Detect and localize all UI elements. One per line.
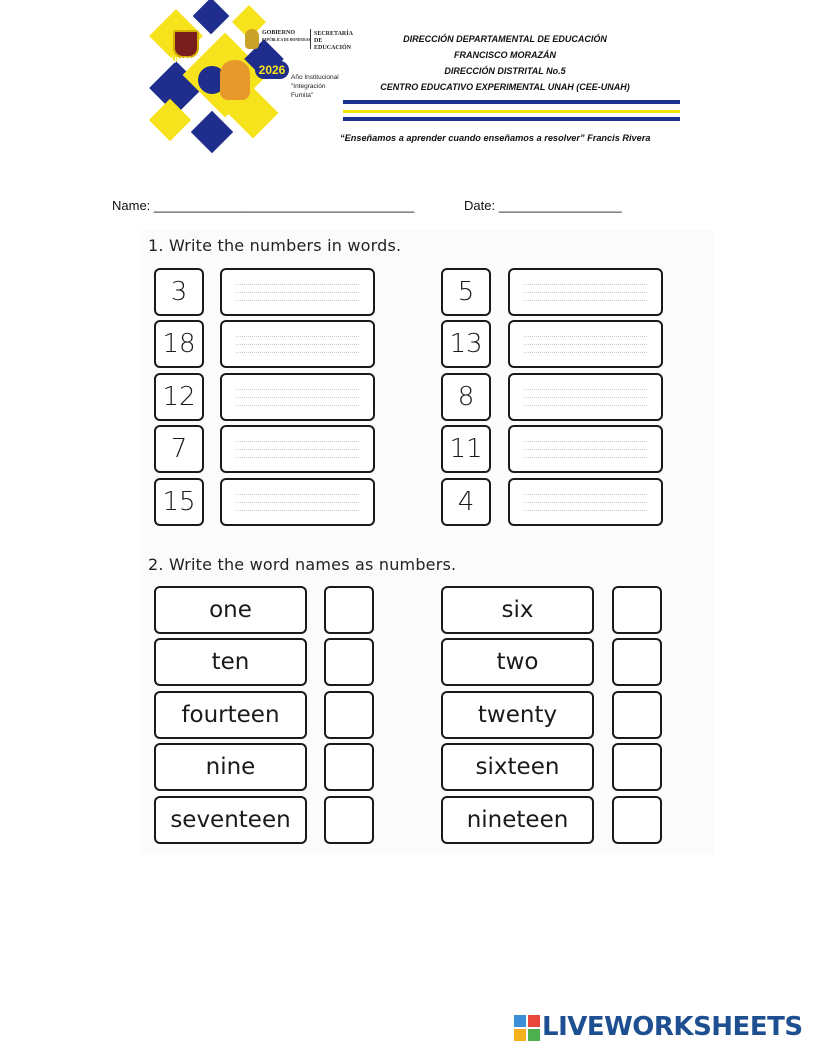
year-caption-line2: "Integración Fumita" — [291, 83, 326, 99]
answer-number-input[interactable] — [612, 743, 662, 791]
year-badge: 2026 — [255, 61, 289, 79]
answer-number-input[interactable] — [324, 796, 374, 844]
unah-shield-icon — [173, 30, 199, 58]
answer-number-input[interactable] — [324, 691, 374, 739]
mascot-icon — [220, 60, 250, 100]
header-line-4: CENTRO EDUCATIVO EXPERIMENTAL UNAH (CEE-UNAH) — [380, 82, 630, 92]
word-box: fourteen — [154, 691, 307, 739]
word-box: seventeen — [154, 796, 307, 844]
year-caption — [291, 73, 345, 100]
year-caption-line1: Año Institucional — [291, 74, 339, 81]
liveworksheets-logo-icon — [514, 1015, 540, 1041]
number-box: 5 — [441, 268, 491, 316]
word-box: two — [441, 638, 594, 686]
number-box: 7 — [154, 425, 204, 473]
unah-label: UNAH — [171, 56, 195, 65]
date-blank: _________________ — [498, 198, 622, 213]
liveworksheets-brand[interactable]: LIVEWORKSHEETS — [542, 1012, 803, 1042]
word-box: ten — [154, 638, 307, 686]
number-box: 8 — [441, 373, 491, 421]
answer-word-input[interactable] — [220, 478, 375, 526]
header-bar — [343, 117, 680, 121]
word-box: nineteen — [441, 796, 594, 844]
word-box: six — [441, 586, 594, 634]
answer-number-input[interactable] — [324, 743, 374, 791]
answer-number-input[interactable] — [612, 691, 662, 739]
logo-divider — [310, 29, 311, 49]
exercise-2-title: 2. Write the word names as numbers. — [148, 555, 457, 574]
word-box: nine — [154, 743, 307, 791]
answer-number-input[interactable] — [612, 586, 662, 634]
secretaria-line1: SECRETARÍA — [314, 31, 353, 37]
answer-number-input[interactable] — [324, 638, 374, 686]
coat-of-arms-icon — [245, 29, 259, 49]
name-blank: ____________________________________ — [153, 198, 415, 213]
name-field[interactable] — [112, 198, 414, 213]
answer-word-input[interactable] — [220, 268, 375, 316]
gov-label — [262, 30, 310, 44]
number-box: 18 — [154, 320, 204, 368]
answer-number-input[interactable] — [612, 638, 662, 686]
answer-word-input[interactable] — [220, 320, 375, 368]
number-box: 15 — [154, 478, 204, 526]
header-bar — [343, 110, 680, 113]
word-box: sixteen — [441, 743, 594, 791]
exercise-1-title: 1. Write the numbers in words. — [148, 236, 402, 255]
answer-word-input[interactable] — [220, 425, 375, 473]
gov-line2: REPÚBLICA DE HONDURAS — [262, 38, 311, 42]
number-box: 3 — [154, 268, 204, 316]
answer-word-input[interactable] — [508, 320, 663, 368]
answer-word-input[interactable] — [508, 268, 663, 316]
number-box: 11 — [441, 425, 491, 473]
word-box: twenty — [441, 691, 594, 739]
answer-word-input[interactable] — [508, 373, 663, 421]
header-line-1: DIRECCIÓN DEPARTAMENTAL DE EDUCACIÓN — [403, 34, 607, 44]
school-logo — [145, 5, 353, 160]
logo-diamond — [191, 111, 233, 153]
gov-line1: GOBIERNO — [262, 30, 296, 36]
number-box: 13 — [441, 320, 491, 368]
answer-number-input[interactable] — [324, 586, 374, 634]
motto: “Enseñamos a aprender cuando enseñamos a resolver” Francis Rivera — [340, 133, 651, 143]
answer-number-input[interactable] — [612, 796, 662, 844]
answer-word-input[interactable] — [508, 425, 663, 473]
header-line-3: DIRECCIÓN DISTRITAL No.5 — [444, 66, 566, 76]
answer-word-input[interactable] — [220, 373, 375, 421]
logo-diamond — [193, 0, 230, 34]
date-label: Date: — [464, 198, 496, 213]
header-line-2: FRANCISCO MORAZÁN — [454, 50, 556, 60]
header-bar — [343, 100, 680, 104]
secretaria-line2: DE EDUCACIÓN — [314, 38, 352, 51]
date-field[interactable] — [464, 198, 622, 213]
answer-word-input[interactable] — [508, 478, 663, 526]
number-box: 12 — [154, 373, 204, 421]
number-box: 4 — [441, 478, 491, 526]
name-label: Name: — [112, 198, 151, 213]
word-box: one — [154, 586, 307, 634]
